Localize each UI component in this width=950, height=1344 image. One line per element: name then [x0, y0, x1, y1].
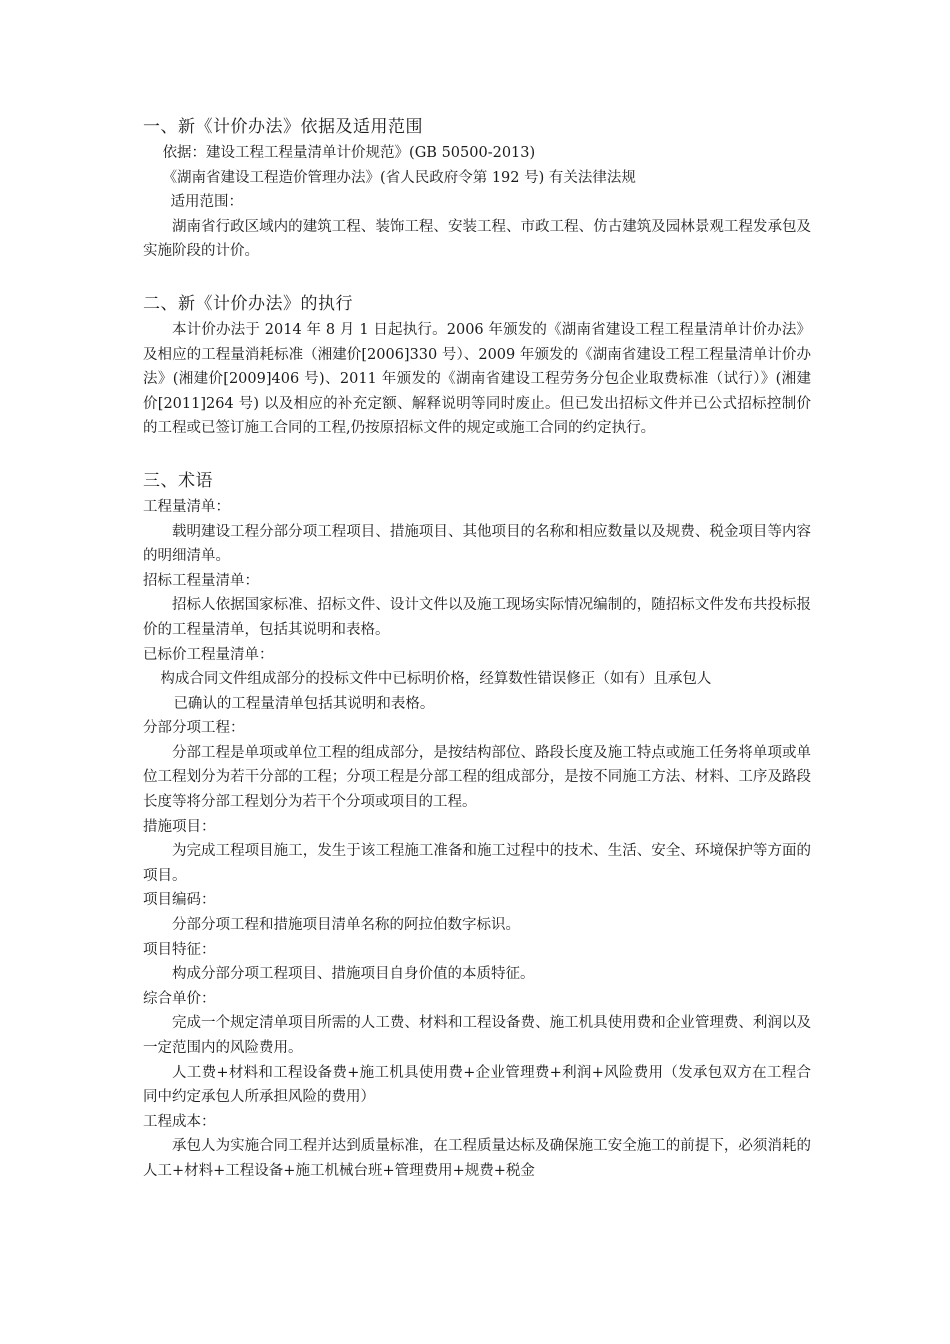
section-spacer: [143, 264, 811, 290]
term-label: 综合单价：: [143, 990, 216, 1007]
term-definition: 完成一个规定清单项目所需的人工费、材料和工程设备费、施工机具使用费和企业管理费、利润以及一定范围内的风险费用。: [143, 1015, 811, 1056]
term-definition: 分部分项工程和措施项目清单名称的阿拉伯数字标识。: [172, 917, 520, 934]
term-label: 已标价工程量清单：: [143, 646, 274, 663]
section2-heading: 二、新《计价办法》的执行: [143, 293, 353, 314]
term-definition: 承包人为实施合同工程并达到质量标准，在工程质量达标及确保施工安全施工的前提下，必须消耗的人工+材料+工程设备+施工机械台班+管理费用+规费+税金: [143, 1138, 811, 1179]
term-label: 工程成本：: [143, 1113, 216, 1130]
term-definition: 招标人依据国家标准、招标文件、设计文件以及施工现场实际情况编制的，随招标文件发布共投标报价的工程量清单，包括其说明和表格。: [143, 597, 811, 638]
basis-line-2: 《湖南省建设工程造价管理办法》(省人民政府令第 192 号) 有关法律法规: [162, 169, 636, 186]
section3-heading: 三、术语: [143, 470, 213, 491]
section-spacer: [143, 441, 811, 467]
document-page: [143, 113, 811, 1184]
term-definition: 为完成工程项目施工，发生于该工程施工准备和施工过程中的技术、生活、安全、环境保护等方面的项目。: [143, 843, 811, 884]
term-formula: 人工费+材料和工程设备费+施工机具使用费+企业管理费+利润+风险费用（发承包双方在工程合同中约定承包人所承担风险的费用）: [143, 1064, 811, 1106]
term-definition-line-2: 已确认的工程量清单包括其说明和表格。: [173, 695, 435, 712]
term-label: 项目特征：: [143, 941, 216, 958]
section1-heading: 一、新《计价办法》依据及适用范围: [143, 117, 423, 137]
execution-text: 本计价办法于 2014 年 8 月 1 日起执行。2006 年颁发的《湖南省建设工程工程量清单计价办法》及相应的工程量消耗标准（湘建价[2006]330 号）、2009 年颁发的《湖南省建设工程工程量清单计价办法》(湘建价[2009]406 号)、2011 年颁发的《湖南省建设工程劳务分包企业取费标准（试行）》(湘建价[2011]264 号) 以及相应的补充定额、解释说明等同时废止。但已发出招标文件并已公式招标控制价的工程或已签订施工合同的工程,仍按原招标文件的规定或施工合同的约定执行。: [143, 321, 811, 437]
term-label: 措施项目：: [143, 818, 216, 835]
term-definition: 载明建设工程分部分项工程项目、措施项目、其他项目的名称和相应数量以及规费、税金项目等内容的明细清单。: [143, 523, 811, 565]
term-label: 项目编码：: [143, 892, 216, 909]
scope-label: 适用范围：: [170, 194, 244, 211]
scope-text: 湖南省行政区域内的建筑工程、装饰工程、安装工程、市政工程、仿古建筑及园林景观工程发承包及实施阶段的计价。: [143, 218, 811, 260]
term-label: 招标工程量清单：: [143, 572, 259, 589]
term-definition: 分部工程是单项或单位工程的组成部分，是按结构部位、路段长度及施工特点或施工任务将单项或单位工程划分为若干分部的工程；分项工程是分部工程的组成部分，是按不同施工方法、材料、工序及路段长度等将分部工程划分为若干个分项或项目的工程。: [143, 744, 811, 811]
term-label: 分部分项工程：: [143, 720, 245, 737]
term-definition: 构成分部分项工程项目、措施项目自身价值的本质特征。: [172, 966, 535, 983]
term-definition-line-1: 构成合同文件组成部分的投标文件中已标明价格，经算数性错误修正（如有）且承包人: [160, 671, 712, 688]
basis-line-1: 依据：建设工程工程量清单计价规范》(GB 50500-2013): [162, 145, 536, 161]
term-label: 工程量清单：: [143, 498, 230, 515]
